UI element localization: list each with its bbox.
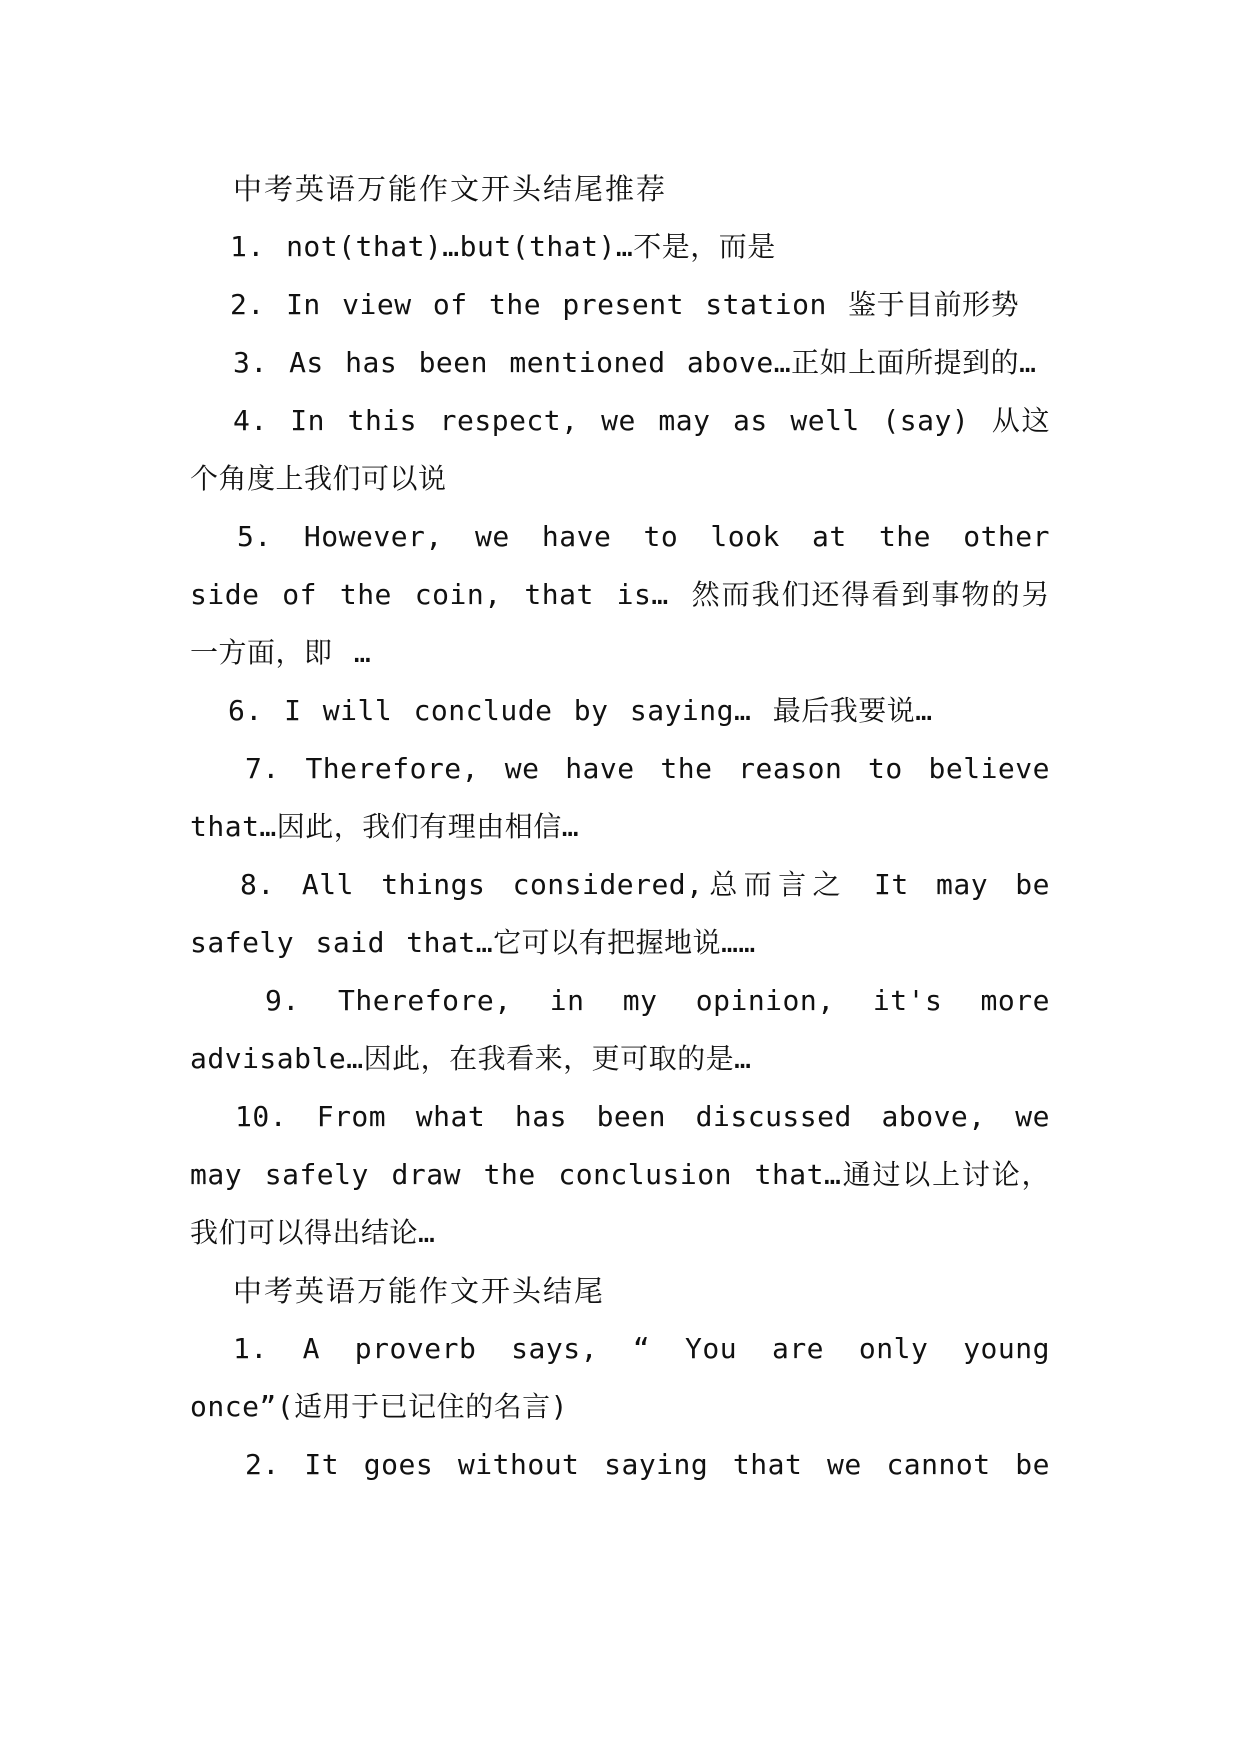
list-item: 5. However, we have to look at the other side of the coin, that is… 然而我们还得看到事物的另一方面，即 … [190, 520, 1050, 669]
list-item: 1. A proverb says, “ You are only young once”(适用于已记住的名言) [190, 1332, 1050, 1423]
list-item: 1. not(that)…but(that)…不是，而是 [230, 230, 776, 263]
list-item: 2. It goes without saying that we cannot be [245, 1448, 1050, 1481]
list-item: 10. From what has been discussed above, we may safely draw the conclusion that…通过以上讨论，我们可以得出结论… [190, 1100, 1050, 1249]
list-item: 4. In this respect, we may as well (say) 从这个角度上我们可以说 [190, 404, 1050, 495]
document-body [190, 160, 1050, 1494]
list-item: 3. As has been mentioned above…正如上面所提到的… [233, 346, 1037, 379]
list-item: 6. I will conclude by saying… 最后我要说… [228, 694, 933, 727]
list-item: 9. Therefore, in my opinion, it's more advisable…因此，在我看来，更可取的是… [190, 984, 1050, 1075]
section-heading-2: 中考英语万能作文开头结尾 [233, 1274, 606, 1308]
list-item: 8. All things considered,总而言之 It may be safely said that…它可以有把握地说…… [190, 868, 1050, 959]
list-item: 2. In view of the present station 鉴于目前形势 [230, 288, 1020, 321]
section-heading-1: 中考英语万能作文开头结尾推荐 [233, 172, 668, 206]
list-item: 7. Therefore, we have the reason to believe that…因此，我们有理由相信… [190, 752, 1050, 843]
